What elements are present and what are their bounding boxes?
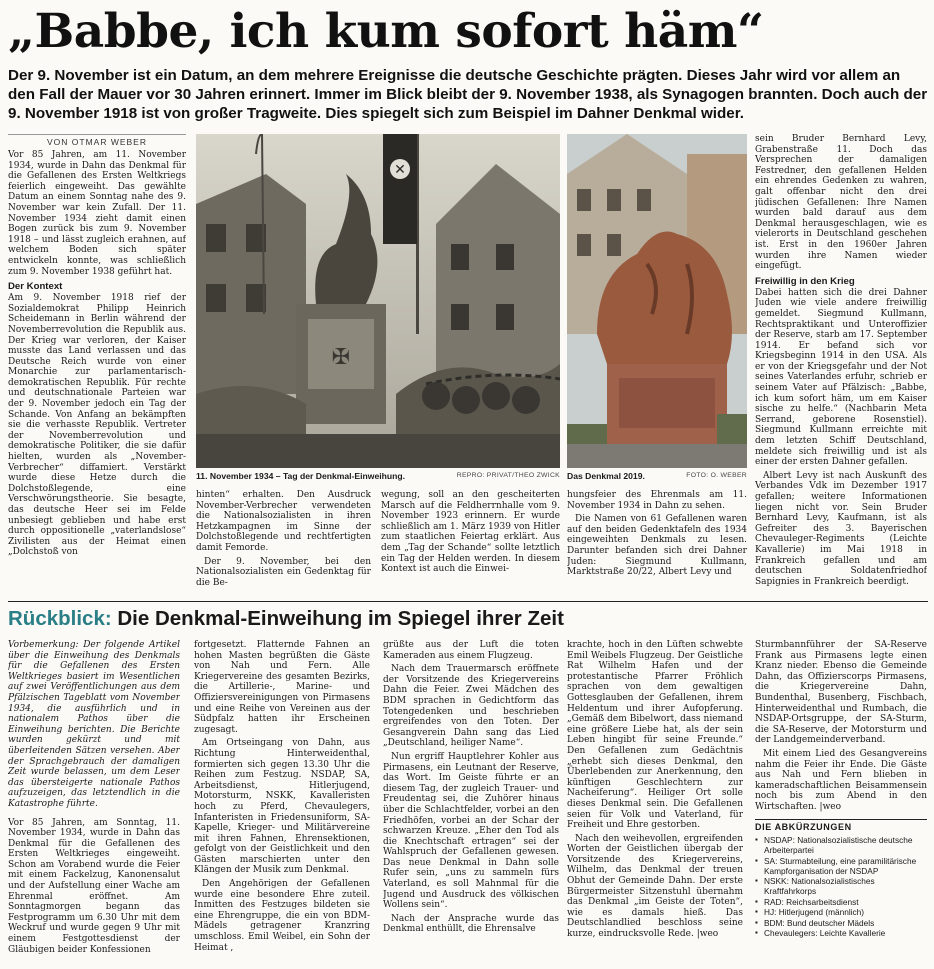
glossary-title: DIE ABKÜRZUNGEN [755, 819, 927, 833]
byline: VON OTMAR WEBER [8, 134, 186, 147]
paragraph: hinten“ erhalten. Den Ausdruck November-Verbrecher verwendeten die Nationalsozialisten in ihren Hetzkampagnen im Sinne der Dolchstoßlegende und rechtfertigten damit Femorde. [196, 490, 371, 553]
article-column-2 [196, 490, 371, 594]
photo-caption-historic [196, 471, 560, 481]
modern-photo-illustration [567, 134, 747, 468]
lower-column-5 [755, 640, 927, 969]
paragraph: hungsfeier des Ehrenmals am 11. November 1934 in Dahn zu sehen. [567, 490, 747, 511]
author-mark: |weo [819, 801, 842, 812]
paragraph: Am 9. November 1918 rief der Sozialdemokrat Philipp Heinrich Scheidemann in Berlin während der Novemberrevolution die Republik aus. Der Krieg war verloren, der Kaiser musste das Land verlassen und das Deutsche Reich wurde von einer Monarchie zur parlamentarisch-demokratischen Republik. Für rechte und deutschnationale Parteien war der 9. November jedoch ein Tag der Schande. Von Anfang an bekämpften sie die verhasste Republik. Vertreter der Novemberrevolution und demokratische Politiker, die sie dafür hielten, wurden als „November-Verbrecher“ diffamiert. Verstärkt wurde diese Hetze durch die Dolchstoßlegende, eine Verschwörungstheorie. Sie besagte, das deutsche Heer sei im Felde unbesiegt geblieben und habe erst durch oppositionelle „vaterlandslose“ Zivilisten aus der Heimat einen „Dolchstoß von [8, 293, 186, 558]
paragraph: Den Angehörigen der Gefallenen wurde eine besondere Ehre zuteil. Inmitten des Festzuges bildeten sie eine Ehrengruppe, die ein von BDM-Mädels getragener Kranzring umschloss. Emil Weibel, ein Sohn der Heimat , [194, 879, 370, 953]
historic-photo-illustration [196, 134, 560, 468]
glossary-item: ▪ BDM: Bund deutscher Mädels [755, 918, 927, 928]
glossary-item: ▪ RAD: Reichsarbeitsdienst [755, 897, 927, 907]
paragraph: Nach der Ansprache wurde das Denkmal enthüllt, die Ehrensalve [383, 913, 559, 935]
svg-text:✠: ✠ [331, 345, 351, 370]
paragraph: Die Namen von 61 Gefallenen waren auf den beiden Gedenktafeln des 1934 eingeweihten Denkmals zu lesen. Darunter befanden sich drei Dahner Juden: Siegmund Kullmann, Marktstraße 20/22, Albert Levy und [567, 514, 747, 578]
glossary-item: ▪ SA: Sturmabteilung, eine paramilitärische Kampforganisation der NSDAP [755, 856, 927, 876]
editorial-note: Vorbemerkung: Der folgende Artikel über die Einweihung des Denkmals für die Gefallenen des Ersten Weltkrieges basiert im Wesentlichen auf zwei Veröffentlichungen aus dem Pfälzischen Tageblatt vom November 1934, die ausführlich und in nationalem Pathos über die Einweihung berichten. Die Berichte wurden gekürzt und mit überleitenden Sätzen versehen. Aber der Sprachgebrauch der damaligen Zeit wurde belassen, um dem Leser das übersteigerte nationale Pathos aufzuzeigen, das letztendlich in die Katastrophe führte. [8, 640, 180, 809]
glossary-item: ▪ NSKK: Nationalsozialistisches Kraftfahrkorps [755, 876, 927, 896]
glossary-item: ▪ NSDAP: Nationalsozialistische deutsche Arbeiterpartei [755, 835, 927, 855]
svg-text:✕: ✕ [394, 162, 406, 178]
paragraph: Sturmbannführer der SA-Reserve Frank aus Pirmasens legte einen Kranz nieder. Ebenso die Gemeinde Dahn, das Offizierscorps Pirmasens, die Kriegervereine Dahn, Bundenthal, Busenberg, Fischbach, Hinterweidenthal und Rumbach, die NSDAP-Ortsgruppe, der SA-Sturm, die SA-Reserve, der Motorsturm und der Landgemeinderverband. [755, 640, 927, 746]
photo-memorial-2019 [567, 134, 747, 468]
article-column-1 [8, 150, 186, 592]
section-kicker: Rückblick: [8, 607, 112, 630]
paragraph: fortgesetzt. Flatternde Fahnen an hohen Masten begrüßten die Gäste von Nah und Fern. Alle Kriegervereine des gesamten Bezirks, die Artillerie-, Marine- und Offiziersvereinigungen von Pirmasens und eine Reihe von Vereinen aus der Südpfalz hatten ihr Erscheinen zugesagt. [194, 640, 370, 735]
headline: „Babbe, ich kum sofort häm“ [8, 4, 764, 59]
glossary-item: ▪ Chevaulegers: Leichte Kavallerie [755, 928, 927, 938]
paragraph: Nach dem Trauermarsch eröffnete der Vorsitzende des Kriegervereins Dahn die Feier. Zwei Mädchen des BDM sprachen in Gedichtform das Totengedenken und beschrieben ergreifendes von den Toten. Der Gesangverein Dahn sang das Lied „Deutschland, heiliger Name“. [383, 664, 559, 749]
lower-column-3 [383, 640, 559, 969]
author-mark: |weo [696, 929, 719, 940]
glossary-list [755, 835, 927, 938]
paragraph: Vor 85 Jahren, am Sonntag, 11. November 1934, wurde in Dahn das Denkmal für die Gefallenen des Ersten Weltkrieges eingeweiht. Schon am Vorabend wurde die Feier mit einem Fackelzug, Kanonensalut und der Aufstellung einer Wache am Ehrenmal eröffnet. Am Sonntagmorgen begann das Festprogramm um 6.30 Uhr mit dem Weckruf und wurde gegen 9 Uhr mit einem Festgottesdienst der Gläubigen beider Konfessionen [8, 817, 180, 955]
subheading-context: Der Kontext [8, 281, 63, 293]
article-column-4 [567, 490, 747, 594]
paragraph: wegung, soll an den gescheiterten Marsch auf die Feldherrnhalle vom 9. November 1923 erinnern. Er wurde schließlich am 1. März 1939 von Hitler zum staatlichen Feiertag erklärt. Aus dem „Tag der Schande“ sollte letztlich ein Tag der Helden werden. In diesem Kontext ist auch die Einwei- [381, 490, 560, 575]
paragraph: Vor 85 Jahren, am 11. November 1934, wurde in Dahn das Denkmal für die Gefallenen des Ersten Weltkriegs feierlich eingeweiht. Das gewählte Datum an einem Sonntag nahe des 9. November war kein Zufall. Der 11. November 1934 zieht damit einen Bogen zurück bis zum 9. November 1918 – und lässt zugleich erahnen, auf welchem Boden sich später entwickeln konnte, was schließlich zum 9. November 1938 geführt hat. [8, 150, 186, 277]
glossary-item: ▪ HJ: Hitlerjugend (männlich) [755, 907, 927, 917]
paragraph: Dabei hatten sich die drei Dahner Juden wie viele andere freiwillig gemeldet. Siegmund Kullmann, Rechtspraktikant und Unteroffizier der Reserve, starb am 17. September 1914. Er befand sich vor Kriegsbeginn 1914 in den USA. Als er von der Kriegsgefahr und der Not seines Vaterlandes erfuhr, schrieb er seinem Vater auf Pfälzisch: „Babbe, ich kum sofort häm, um em Kaiser sische zu helfe.“ (Nachbarin Meta Serrand, geborene Rosenstiel). Siegmund Kullmann erreichte mit dem letzten Schiff Deutschland, meldete sich freiwillig und ist als einer der ersten Dahner gefallen. [755, 287, 927, 468]
paragraph: sein Bruder Bernhard Levy, Grabenstraße 11. Doch das Versprechen der damaligen Festredner, den gefallenen Helden ein ehrendes Gedenken zu wahren, galt offenbar nicht den drei jüdischen Gefallenen: Ihre Namen wurden bald darauf aus dem Denkmal herausgeschlagen, wie es vielerorts in Deutschland geschehen ist. Erst in den 1960er Jahren wurden ihre Namen wieder eingefügt. [755, 134, 927, 272]
paragraph: Albert Levy ist nach Auskunft des Verbandes Vdk im Dezember 1917 gefallen; weitere Informationen liegen nicht vor. Sein Bruder Bernhard Levy, Kaufmann, ist als Gefreiter des 3. Bayerischen Chevauleger-Regiments (Leichte Kavallerie) im Mai 1918 in Frankreich gefallen und am deutschen Soldatenfriedhof Sapignies in Frankreich beerdigt. [755, 470, 927, 587]
paragraph: Nun ergriff Hauptlehrer Kohler aus Pirmasens, ein Leutnant der Reserve, das Wort. Im Geiste führte er an diesem Tag, der zugleich Trauer- und Freudentag sei, die Zuhörer hinaus über die Schlachtfelder, vorbei an den Friedhöfen, vorbei an der Schar der schwarzen Kreuze. „Eher den Tod als die Knechtschaft ertragen“ sei der Wahlspruch der Gefallenen gewesen. Das neue Denkmal in Dahn solle Rufer sein, „uns zu sammeln fürs Vaterland, es soll Mahnmal für die Jugend und Ausdruck des völkischen Wollens sein“. [383, 751, 559, 911]
photo-historic-inauguration [196, 134, 560, 468]
paragraph: Am Ortseingang von Dahn, aus Richtung Hinterweidenthal, formierten sich gegen 13.30 Uhr die Reihen zum Festzug. NSDAP, SA, Arbeitsdienst, Hitlerjugend, Motorsturm, NSKK, Kavalleristen hoch zu Pferd, Chevaulegers, Infanteristen in Friedensuniform, SA-Kapelle, Krieger- und Militärvereine mit ihren Fahnen, Ehrensektionen, gefolgt von der Geistlichkeit und den Gästen marschierten unter den Klängen der Musik zum Denkmal. [194, 738, 370, 876]
photo-credit: FOTO: O. WEBER [686, 472, 747, 479]
lower-column-1 [8, 640, 180, 969]
photo-credit: REPRO: PRIVAT/THEO ZWICK [456, 472, 560, 479]
caption-text: 11. November 1934 – Tag der Denkmal-Einweihung. [196, 471, 406, 481]
section-title [8, 607, 928, 631]
caption-text: Das Denkmal 2019. [567, 471, 645, 481]
lead-paragraph: Der 9. November ist ein Datum, an dem mehrere Ereignisse die deutsche Geschichte prägten. Dieses Jahr wird vor allem an den Fall der Mauer vor 30 Jahren erinnert. Immer im Blick bleibt der 9. November 1938, als Synagogen brannten. Doch auch der 9. November 1918 ist von großer Tragweite. Dies spiegelt sich zum Beispiel im Dahner Denkmal wider. [8, 67, 928, 122]
article-column-3 [381, 490, 560, 594]
paragraph [755, 749, 927, 813]
section-divider [8, 601, 928, 602]
paragraph-text: Mit einem Lied des Gesangvereins nahm die Feier ihr Ende. Die Gäste aus Nah und Fern blieben in kameradschaftlichen Beisammensein noch bis zum Abend in den Wirtschaften. [755, 748, 927, 812]
paragraph [567, 834, 743, 940]
section-title-text: Die Denkmal-Einweihung im Spiegel ihrer Zeit [117, 607, 564, 630]
paragraph: grüßte aus der Luft die toten Kameraden aus einem Flugzeug. [383, 640, 559, 661]
photo-caption-2019 [567, 471, 747, 481]
paragraph-text: Nach den weihevollen, ergreifenden Worten der Geistlichen übergab der Vorsitzende des Kriegervereins, Wilhelm, das Denkmal der treuen Obhut der Gemeinde Dahn. Der erste Bürgermeister Sitzenstuhl übernahm das Denkmal „im Geiste der Toten“, wie es damals hieß. Das Deutschlandlied beschloss seine kurze, eindrucksvolle Rede. [567, 833, 743, 940]
subheading-volunteers: Freiwillig in den Krieg [755, 275, 855, 287]
article-column-5 [755, 134, 927, 594]
paragraph: Der 9. November, bei den Nationalsozialisten ein Gedenktag für die Be- [196, 556, 371, 588]
paragraph: krachte, hoch in den Lüften schwebte Emil Weibels Flugzeug. Der Geistliche Rat Wilhelm Hafen und der protestantische Pfarrer Fröhlich sprachen von dem gewaltigen Gottesglauben der Gefallenen, ihrem Heldentum und ihrer Aufopferung. „Gemäß dem Bibelwort, dass niemand eine größere Liebe hat, als der sein Leben hingibt für seine Freunde.“ Den Gefallenen zum Gedächtnis „erhebt sich dieses Denkmal, den Überlebenden zur Anerkennung, den künftigen Geschlechtern zur Nacheiferung“. Heiliger Ort solle dieses Denkmal sein. Die Gefallenen seien für Volk und Vaterland, für Freiheit und Ehre gestorben. [567, 640, 743, 831]
lower-column-2 [194, 640, 370, 969]
lower-column-4 [567, 640, 743, 969]
